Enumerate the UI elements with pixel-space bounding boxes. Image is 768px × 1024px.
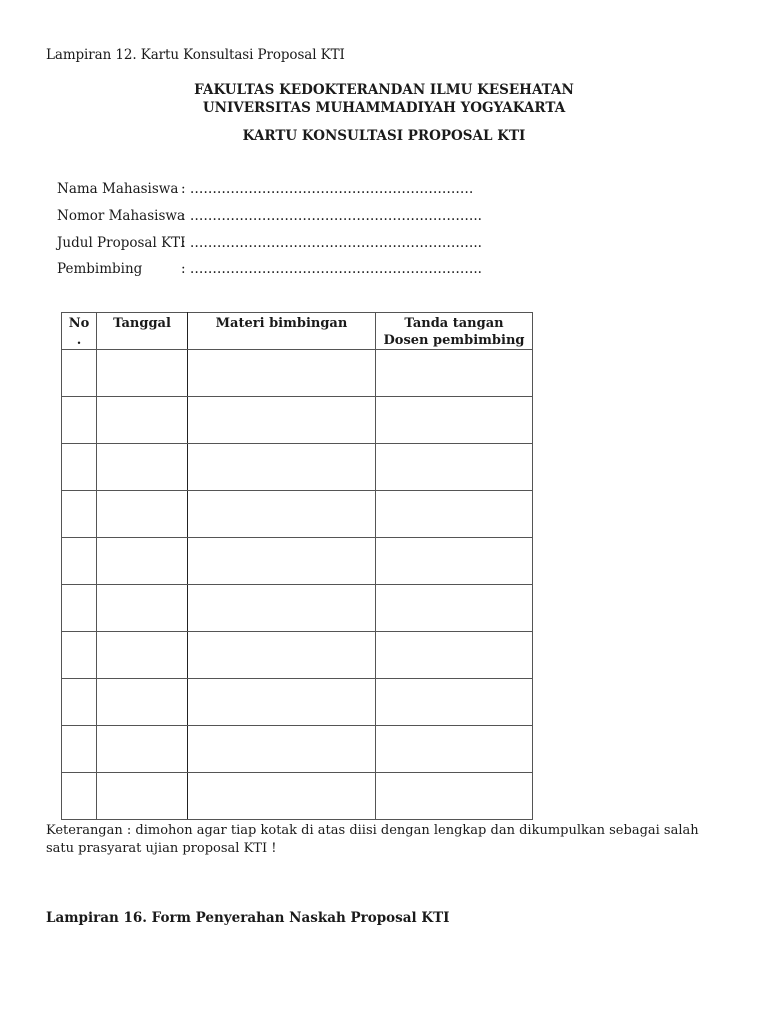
consultation-table [61,312,533,820]
table-header-row [62,313,533,350]
cell-no [62,491,97,538]
cell-tanda-tangan [376,632,533,679]
header-materi: Materi bimbingan [188,313,376,350]
cell-tanggal [97,350,188,397]
table-row [62,350,533,397]
cell-tanggal [97,726,188,773]
cell-materi [188,491,376,538]
cell-tanda-tangan [376,444,533,491]
field-label: Judul Proposal KTI [57,235,186,251]
cell-tanggal [97,632,188,679]
cell-no [62,397,97,444]
table-row [62,632,533,679]
header-no-line1: No [68,316,90,331]
cell-tanda-tangan [376,726,533,773]
cell-tanggal [97,538,188,585]
faculty-heading: FAKULTAS KEDOKTERANDAN ILMU KESEHATAN [194,82,574,98]
field-pembimbing [57,261,482,277]
cell-tanda-tangan [376,491,533,538]
table-row [62,585,533,632]
cell-no [62,773,97,820]
cell-no [62,444,97,491]
cell-materi [188,773,376,820]
cell-tanda-tangan [376,538,533,585]
cell-materi [188,585,376,632]
header-tanggal: Tanggal [97,313,188,350]
cell-tanggal [97,397,188,444]
cell-materi [188,632,376,679]
cell-tanda-tangan [376,585,533,632]
cell-no [62,679,97,726]
field-value: : ……………………………………………………….. [181,235,482,251]
field-value: : ……………………………………………………….. [181,208,482,224]
note-text: Keterangan : dimohon agar tiap kotak di atas diisi dengan lengkap dan dikumpulkan sebagai salah satu prasyarat ujian proposal KTI ! [46,823,699,856]
field-nama-mahasiswa [57,181,473,197]
cell-materi [188,350,376,397]
field-label: Pembimbing [57,261,143,277]
university-heading: UNIVERSITAS MUHAMMADIYAH YOGYAKARTA [202,100,566,116]
header-no-line2: . [76,333,82,348]
table-row [62,444,533,491]
cell-tanda-tangan [376,773,533,820]
cell-no [62,585,97,632]
cell-tanda-tangan [376,397,533,444]
cell-materi [188,397,376,444]
cell-no [62,538,97,585]
cell-no [62,726,97,773]
table-row [62,397,533,444]
next-appendix-title: Lampiran 16. Form Penyerahan Naskah Proposal KTI [46,910,450,926]
cell-tanggal [97,679,188,726]
header-tanda-tangan [376,313,533,350]
table-row [62,679,533,726]
header-ttd-line2: Dosen pembimbing [383,333,525,348]
cell-no [62,632,97,679]
header-ttd-line1: Tanda tangan [404,316,504,331]
field-value: : ……………………………………………………… [181,181,474,197]
cell-tanggal [97,491,188,538]
field-judul-proposal [57,235,482,251]
field-value: : ……………………………………………………….. [181,261,482,277]
cell-tanggal [97,585,188,632]
field-nomor-mahasiswa [57,208,482,224]
cell-materi [188,679,376,726]
cell-materi [188,538,376,585]
table-row [62,491,533,538]
table-body [62,350,533,820]
cell-materi [188,444,376,491]
card-title: KARTU KONSULTASI PROPOSAL KTI [242,128,526,144]
header-no [62,313,97,350]
table-row [62,773,533,820]
field-label: Nomor Mahasiswa [57,208,186,224]
attachment-label: Lampiran 12. Kartu Konsultasi Proposal KTI [46,47,345,63]
cell-materi [188,726,376,773]
field-label: Nama Mahasiswa [57,181,179,197]
cell-no [62,350,97,397]
table-row [62,538,533,585]
cell-tanda-tangan [376,350,533,397]
cell-tanggal [97,444,188,491]
table-row [62,726,533,773]
cell-tanggal [97,773,188,820]
cell-tanda-tangan [376,679,533,726]
